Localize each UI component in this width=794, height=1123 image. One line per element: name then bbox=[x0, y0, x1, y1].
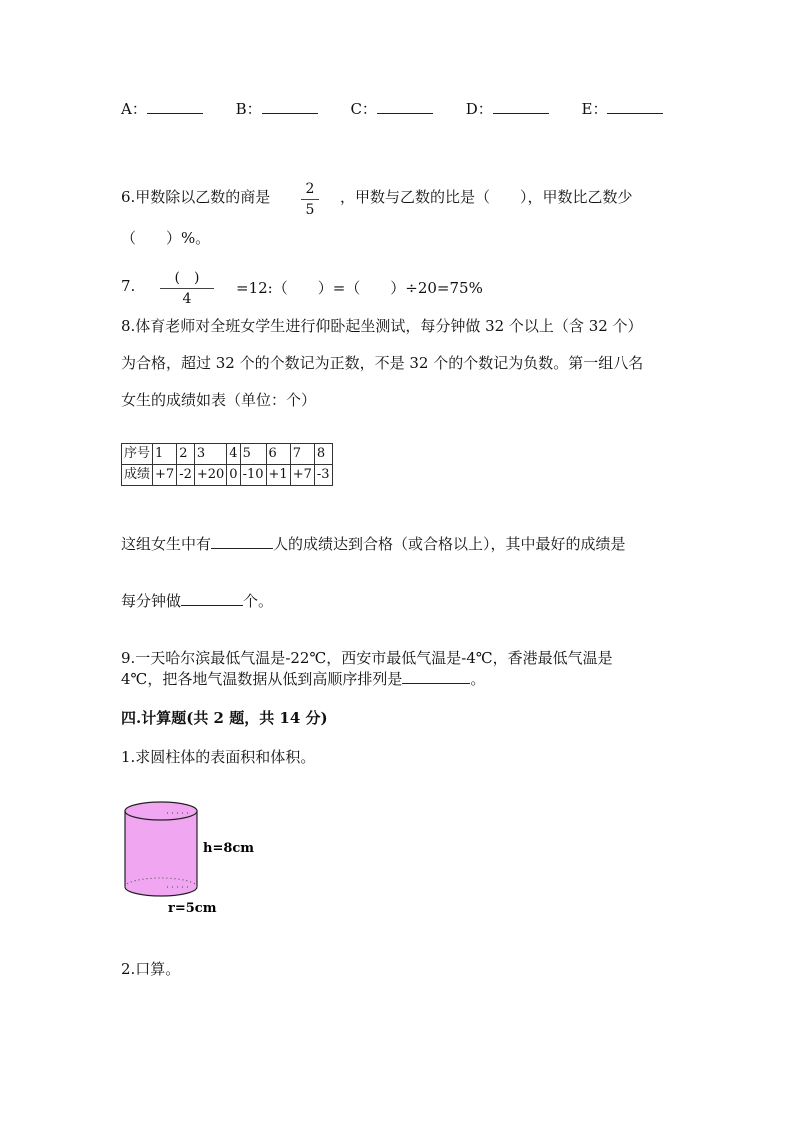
q8-answer2 bbox=[121, 590, 273, 611]
q8-answer1 bbox=[121, 533, 626, 554]
section-heading: 四.计算题(共 2 题，共 14 分) bbox=[121, 709, 328, 727]
q8-line1: 8.体育老师对全班女学生进行仰卧起坐测试，每分钟做 32 个以上（含 32 个） bbox=[121, 317, 643, 335]
table-cell: 3 bbox=[194, 444, 226, 465]
calc-q1: 1.求圆柱体的表面积和体积。 bbox=[121, 748, 316, 766]
cylinder-height-label: h=8cm bbox=[203, 841, 255, 856]
q6-frac-bar bbox=[301, 199, 319, 200]
q7-fraction bbox=[160, 270, 214, 307]
q6-frac-denominator: 5 bbox=[305, 202, 315, 218]
q8-answer2-pre: 每分钟做 bbox=[121, 592, 182, 610]
option-a-label: A： bbox=[121, 100, 147, 118]
option-e-blank[interactable] bbox=[607, 98, 663, 114]
q6-frac-numerator: 2 bbox=[305, 181, 315, 197]
table-cell: 成绩 bbox=[122, 465, 153, 486]
cylinder-figure bbox=[115, 795, 285, 920]
table-cell: 7 bbox=[290, 444, 314, 465]
q8-line3: 女生的成绩如表（单位：个） bbox=[121, 391, 317, 409]
table-cell: 序号 bbox=[122, 444, 153, 465]
q8-answer1-post: 人的成绩达到合格（或合格以上），其中最好的成绩是 bbox=[273, 535, 626, 553]
q7-frac-denominator: 4 bbox=[182, 291, 192, 307]
option-c-blank[interactable] bbox=[377, 98, 433, 114]
q6-fraction bbox=[301, 181, 319, 218]
option-d-blank[interactable] bbox=[493, 98, 549, 114]
option-d-label: D： bbox=[465, 100, 493, 118]
cylinder-radius-label: r=5cm bbox=[168, 901, 217, 916]
table-cell: 2 bbox=[177, 444, 195, 465]
table-cell: +7 bbox=[153, 465, 177, 486]
q9-line2 bbox=[121, 668, 485, 689]
q7-number: 7. bbox=[121, 277, 136, 295]
q8-answer2-post: 个。 bbox=[243, 592, 274, 610]
q6-part1: 6.甲数除以乙数的商是 bbox=[121, 188, 271, 206]
table-row bbox=[122, 465, 333, 486]
cylinder-top bbox=[125, 802, 197, 820]
table-cell: 0 bbox=[227, 465, 240, 486]
q6-part3: （ ）%。 bbox=[121, 229, 211, 247]
table-cell: +7 bbox=[290, 465, 314, 486]
q9-line2-post: 。 bbox=[470, 670, 486, 688]
option-b-blank[interactable] bbox=[262, 98, 318, 114]
q6-part2: ，甲数与乙数的比是（ ），甲数比乙数少 bbox=[340, 188, 633, 206]
q9-line1: 9.一天哈尔滨最低气温是-22℃，西安市最低气温是-4℃，香港最低气温是 bbox=[121, 649, 613, 667]
score-table bbox=[121, 443, 333, 486]
table-cell: +1 bbox=[266, 465, 290, 486]
table-cell: +20 bbox=[194, 465, 226, 486]
table-cell: 4 bbox=[227, 444, 240, 465]
q8-answer1-pre: 这组女生中有 bbox=[121, 535, 212, 553]
option-a-blank[interactable] bbox=[147, 98, 203, 114]
option-c-label: C： bbox=[350, 100, 377, 118]
q9-answer-blank[interactable] bbox=[402, 668, 470, 684]
cylinder-body bbox=[125, 811, 197, 896]
option-e-label: E： bbox=[581, 100, 608, 118]
table-cell: 6 bbox=[266, 444, 290, 465]
table-cell: -3 bbox=[314, 465, 332, 486]
q7-frac-numerator: ( ) bbox=[174, 270, 200, 286]
q8-answer1-blank[interactable] bbox=[211, 533, 273, 549]
table-cell: 1 bbox=[153, 444, 177, 465]
q8-line2: 为合格，超过 32 个的个数记为正数，不是 32 个的个数记为负数。第一组八名 bbox=[121, 354, 644, 372]
option-b-label: B： bbox=[235, 100, 262, 118]
table-cell: 5 bbox=[240, 444, 266, 465]
table-cell: -2 bbox=[177, 465, 195, 486]
table-cell: 8 bbox=[314, 444, 332, 465]
q7-frac-bar bbox=[160, 288, 214, 289]
q7-rest: =12:（ ）=（ ）÷20=75% bbox=[236, 279, 483, 297]
options-line bbox=[121, 98, 663, 119]
table-row bbox=[122, 444, 333, 465]
q8-answer2-blank[interactable] bbox=[181, 590, 243, 606]
table-cell: -10 bbox=[240, 465, 266, 486]
calc-q2: 2.口算。 bbox=[121, 960, 181, 978]
q9-line2-pre: 4℃，把各地气温数据从低到高顺序排列是 bbox=[121, 670, 403, 688]
